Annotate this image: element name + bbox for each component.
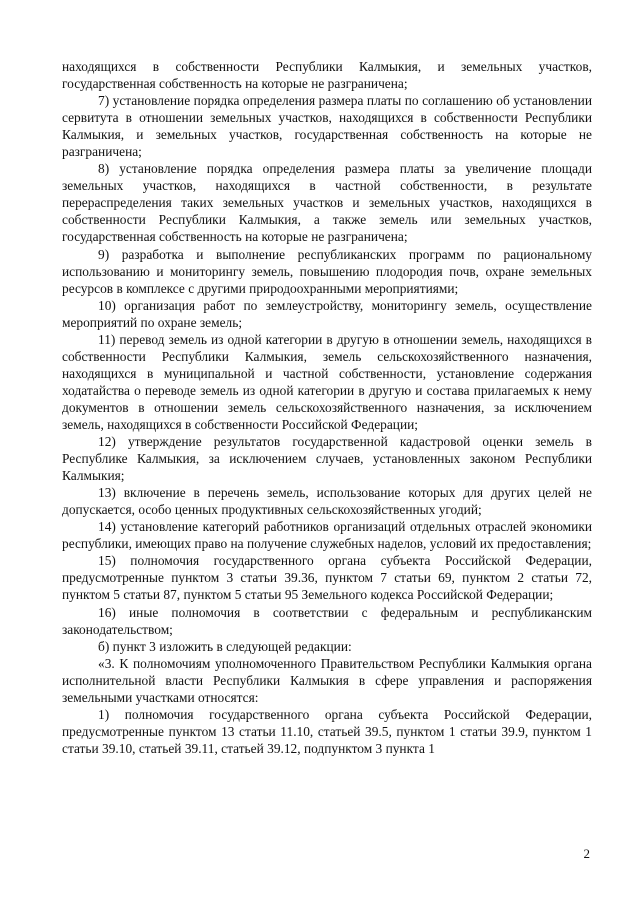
paragraph-item-10: 10) организация работ по землеустройству, мониторингу земель, осуществление мероприятий по охране земель; [62, 297, 592, 330]
paragraph-continuation: находящихся в собственности Республики Калмыкия, и земельных участков, государственная собственность на которые не разграничена; [62, 59, 592, 92]
paragraph-item-7: 7) установление порядка определения размера платы по соглашению об установлении сервитута в отношении земельных участков, находящихся в собственности Республики Калмыкия, и земельных участков, государственная собственность на которые не разграничена; [62, 93, 592, 160]
paragraph-item-9: 9) разработка и выполнение республиканских программ по рациональному использованию и мониторингу земель, повышению плодородия почв, охране земельных ресурсов в комплексе с другими природоохранными мероприятиями; [62, 246, 592, 296]
paragraph-clause-3: «3. К полномочиям уполномоченного Правительством Республики Калмыкия органа исполнительной власти Республики Калмыкия в сфере управления и распоряжения земельными участками относятся: [62, 655, 592, 705]
paragraph-item-11: 11) перевод земель из одной категории в другую в отношении земель, находящихся в собственности Республики Калмыкия, земель сельскохозяйственного назначения, находящихся в муниципальной и частной собственности, установление содержания ходатайства о переводе земель из одной категории в другую и состава прилагаемых к нему документов в отношении земель сельскохозяйственного назначения, за исключением земель, находящихся в собственности Российской Федерации; [62, 331, 592, 432]
paragraph-item-8: 8) установление порядка определения размера платы за увеличение площади земельных участков, находящихся в частной собственности, в результате перераспределения таких земельных участков и земельных участков, находящихся в собственности Республики Калмыкия, а также земель или земельных участков, государственная собственность на которые не разграничена; [62, 161, 592, 245]
paragraph-clause-3-item-1: 1) полномочия государственного органа субъекта Российской Федерации, предусмотренные пунктом 13 статьи 11.10, статьей 39.5, пунктом 1 статьи 39.9, пунктом 1 статьи 39.10, статьей 39.11, статьей 39.12, подпунктом 3 пункта 1 [62, 706, 592, 756]
paragraph-item-16: 16) иные полномочия в соответствии с федеральным и республиканским законодательством; [62, 604, 592, 637]
paragraph-item-13: 13) включение в перечень земель, использование которых для других целей не допускается, особо ценных продуктивных сельскохозяйственных угодий; [62, 485, 592, 518]
paragraph-item-14: 14) установление категорий работников организаций отдельных отраслей экономики республики, имеющих право на получение служебных наделов, условий их предоставления; [62, 519, 592, 552]
paragraph-item-12: 12) утверждение результатов государственной кадастровой оценки земель в Республике Калмыкия, за исключением случаев, установленных законом Республики Калмыкия; [62, 434, 592, 484]
paragraph-subpoint-b: б) пункт 3 изложить в следующей редакции: [98, 638, 352, 654]
page-number: 2 [583, 846, 590, 861]
paragraph-item-15: 15) полномочия государственного органа субъекта Российской Федерации, предусмотренные пунктом 3 статьи 39.36, пунктом 7 статьи 69, пунктом 2 статьи 72, пунктом 5 статьи 87, пунктом 5 статьи 95 Земельного кодекса Российской Федерации; [62, 553, 592, 603]
document-body [62, 58, 592, 757]
